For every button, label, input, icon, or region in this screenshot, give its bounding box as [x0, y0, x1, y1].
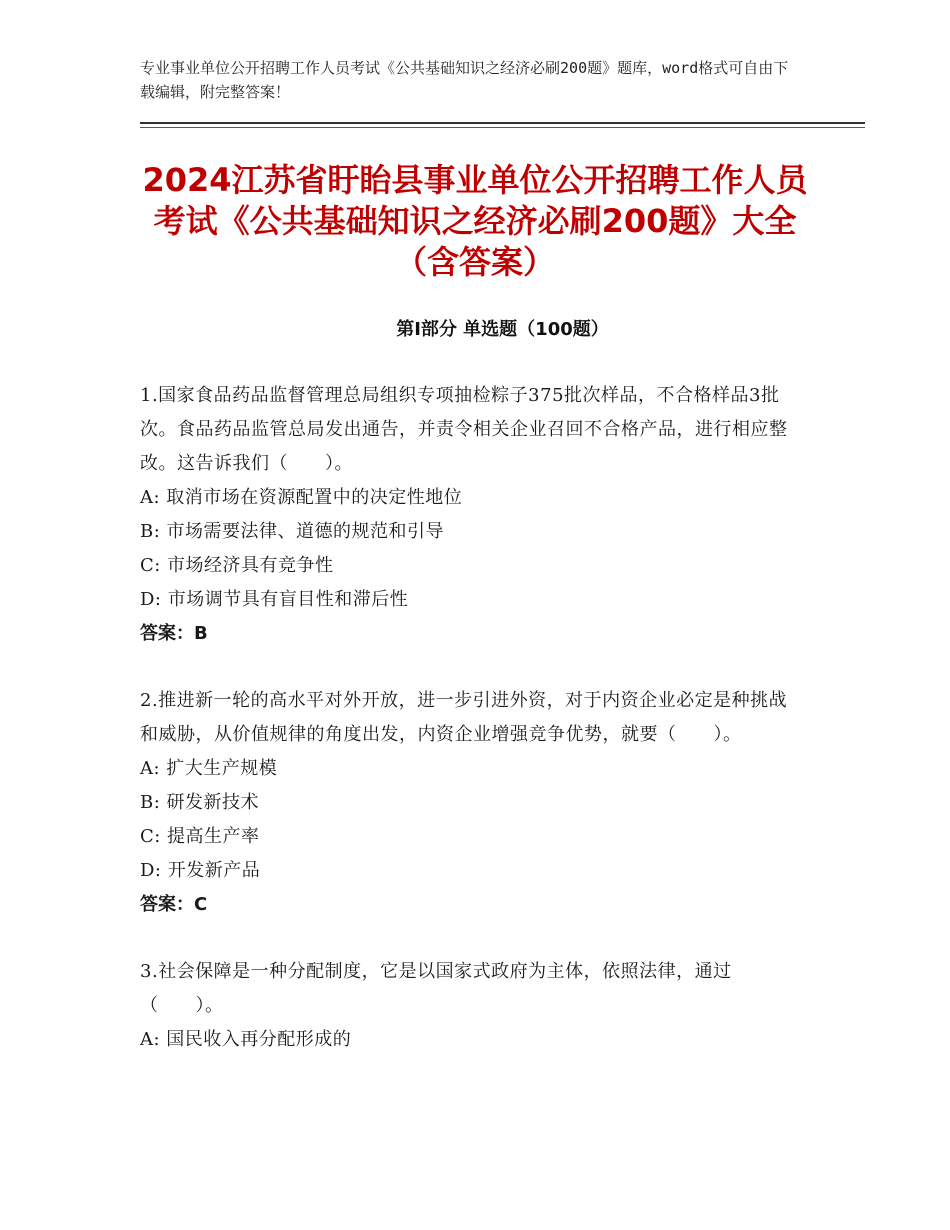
section-title: 第Ⅰ部分 单选题（100题） — [396, 319, 609, 340]
header-rule-thin — [140, 127, 865, 128]
option-a: A: 国民收入再分配形成的 — [140, 1029, 352, 1050]
option-b: B: 研发新技术 — [140, 792, 260, 813]
option-a: A: 扩大生产规模 — [140, 758, 278, 779]
question-2 — [140, 684, 800, 922]
question-3 — [140, 955, 800, 1057]
header-rule-thick — [140, 122, 865, 124]
question-stem: 2.推进新一轮的高水平对外开放，进一步引进外资，对于内资企业必定是种挑战和威胁，从价值规律的角度出发，内资企业增强竞争优势，就要（ ）。 — [140, 690, 788, 745]
question-list — [140, 379, 800, 1090]
option-c: C: 提高生产率 — [140, 826, 260, 847]
option-d: D: 市场调节具有盲目性和滞后性 — [140, 589, 409, 610]
question-stem: 1.国家食品药品监督管理总局组织专项抽检粽子375批次样品，不合格样品3批次。食品药品监管总局发出通告，并责令相关企业召回不合格产品，进行相应整改。这告诉我们（ ）。 — [140, 385, 788, 474]
question-stem: 3.社会保障是一种分配制度，它是以国家式政府为主体，依照法律，通过（ ）。 — [140, 961, 732, 1016]
answer-line: 答案：C — [140, 894, 208, 915]
option-c: C: 市场经济具有竞争性 — [140, 555, 334, 576]
document-title: 2024江苏省盱眙县事业单位公开招聘工作人员考试《公共基础知识之经济必刷200题》大全（含答案） — [142, 161, 808, 281]
answer-line: 答案：B — [140, 623, 208, 644]
option-b: B: 市场需要法律、道德的规范和引导 — [140, 521, 445, 542]
header-note: 专业事业单位公开招聘工作人员考试《公共基础知识之经济必刷200题》题库，word格式可自由下载编辑，附完整答案！ — [140, 59, 789, 101]
question-1 — [140, 379, 800, 651]
option-a: A: 取消市场在资源配置中的决定性地位 — [140, 487, 463, 508]
option-d: D: 开发新产品 — [140, 860, 261, 881]
